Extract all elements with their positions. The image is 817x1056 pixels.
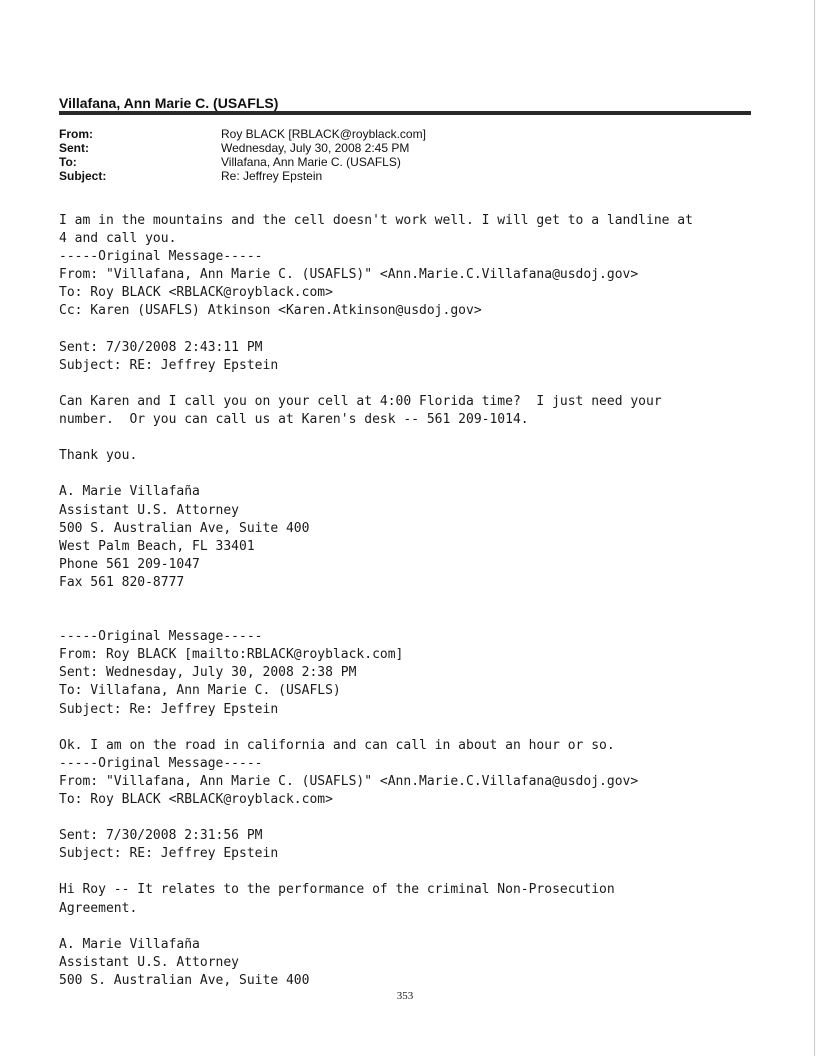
page-edge-line bbox=[814, 0, 815, 1056]
header-sent-row bbox=[59, 141, 426, 155]
header-to-label: To: bbox=[59, 155, 77, 169]
header-to-value: Villafana, Ann Marie C. (USAFLS) bbox=[221, 155, 401, 169]
title-rule bbox=[59, 111, 751, 115]
page-number: 353 bbox=[396, 990, 414, 1002]
header-subject-row bbox=[59, 169, 426, 183]
header-sent-label: Sent: bbox=[59, 141, 89, 155]
header-subject-label: Subject: bbox=[59, 169, 107, 183]
header-from-row bbox=[59, 127, 426, 141]
header-subject-value: Re: Jeffrey Epstein bbox=[221, 169, 323, 183]
header-from-value: Roy BLACK [RBLACK@royblack.com] bbox=[221, 127, 426, 141]
header-from-label: From: bbox=[59, 127, 93, 141]
email-body: I am in the mountains and the cell doesn't work well. I will get to a landline at 4 and call you. -----Original Message----- From: "Villafana, Ann Marie C. (USAFLS)" <Ann.Marie.C.Villafana@usdoj.gov> To: Roy BLACK <RBLACK@royblack.com> Cc: Karen (USAFLS) Atkinson <Karen.Atkinson@usdoj.gov> Sent: 7/30/2008 2:43:11 PM Subject: RE: Jeffrey Epstein Can Karen and I call you on your cell at 4:00 Florida time? I just need your number. Or you can call us at Karen's desk -- 561 209-1014. Thank you. A. Marie Villafaña Assistant U.S. Attorney 500 S. Australian Ave, Suite 400 West Palm Beach, FL 33401 Phone 561 209-1047 Fax 561 820-8777 -----Original Message----- From: Roy BLACK [mailto:RBLACK@royblack.com] Sent: Wednesday, July 30, 2008 2:38 PM To: Villafana, Ann Marie C. (USAFLS) Subject: Re: Jeffrey Epstein Ok. I am on the road in california and can call in about an hour or so. -----Original Message----- From: "Villafana, Ann Marie C. (USAFLS)" <Ann.Marie.C.Villafana@usdoj.gov> To: Roy BLACK <RBLACK@royblack.com> Sent: 7/30/2008 2:31:56 PM Subject: RE: Jeffrey Epstein Hi Roy -- It relates to the performance of the criminal Non-Prosecution Agreement. A. Marie Villafaña Assistant U.S. Attorney 500 S. Australian Ave, Suite 400 bbox=[59, 213, 693, 988]
document-title: Villafana, Ann Marie C. (USAFLS) bbox=[59, 95, 279, 111]
header-sent-value: Wednesday, July 30, 2008 2:45 PM bbox=[221, 141, 410, 155]
header-to-row bbox=[59, 155, 426, 169]
email-header bbox=[59, 127, 426, 183]
